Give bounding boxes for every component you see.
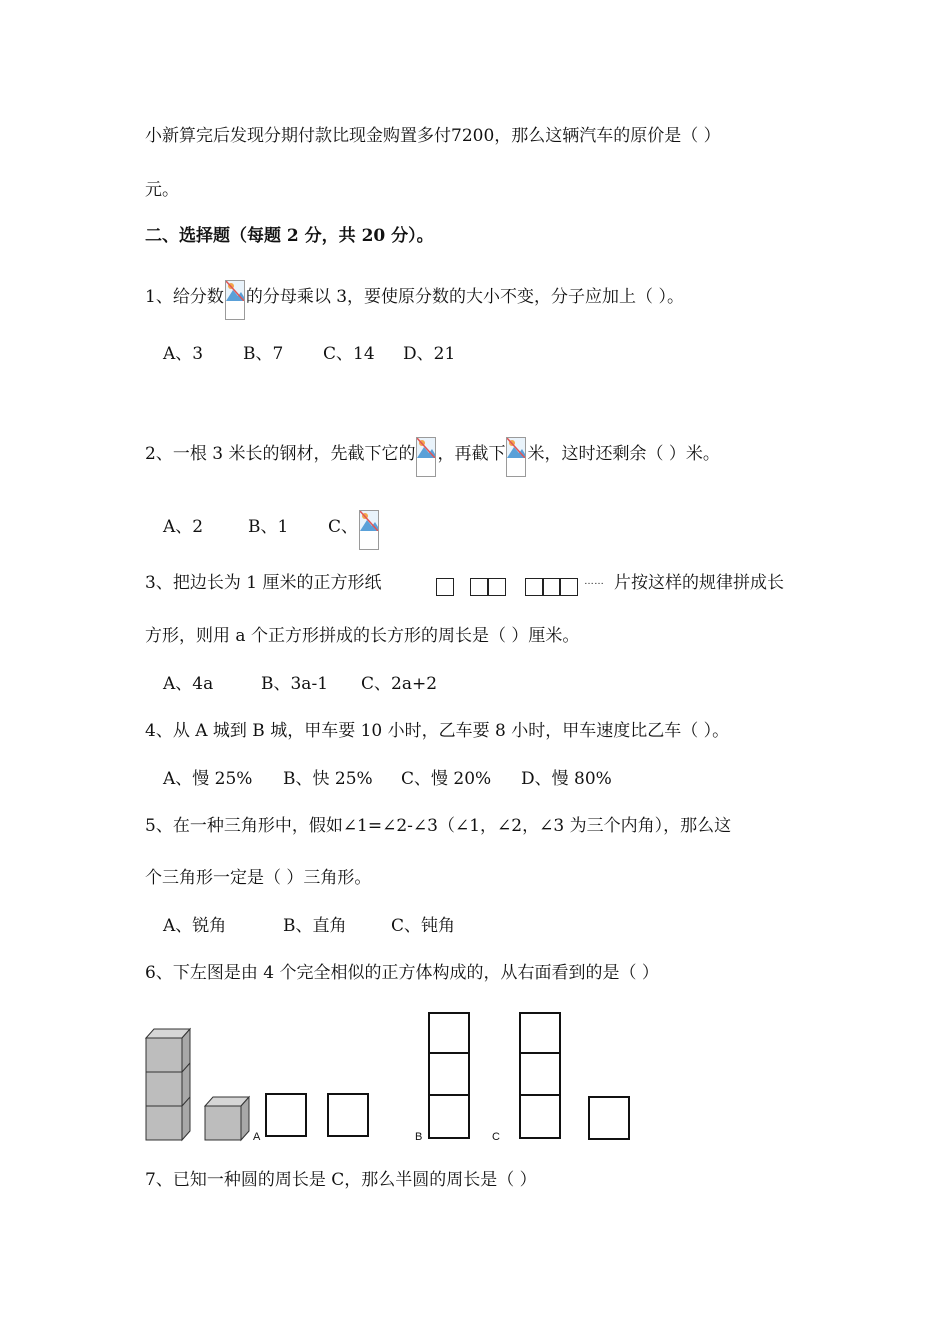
question-3-line-2: 方形，则用 a 个正方形拼成的长方形的周长是（ ）厘米。 [145, 626, 580, 646]
fraction-image-placeholder-icon [416, 437, 436, 477]
q4-option-b: B、快 25% [283, 769, 373, 789]
q4-option-d: D、慢 80% [521, 769, 612, 789]
q2-option-b: B、1 [248, 517, 289, 537]
question-2-post: 米，这时还剩余（ ）米。 [527, 444, 720, 464]
question-2-options [163, 510, 380, 550]
square-2-figure [470, 578, 506, 596]
q5-option-a: A、锐角 [163, 916, 227, 936]
cube-stack-figure [144, 1026, 254, 1144]
q2-option-a: A、2 [163, 517, 204, 537]
q1-option-c: C、14 [323, 344, 375, 364]
q6-option-c-square-bottom [519, 1094, 561, 1139]
q6-option-a-square-left [265, 1093, 307, 1137]
section-title: 二、选择题（每题 2 分，共 20 分）。 [145, 226, 434, 246]
question-7: 7、已知一种圆的周长是 C，那么半圆的周长是（ ） [145, 1170, 537, 1190]
q6-label-c: C [492, 1131, 500, 1143]
question-6: 6、下左图是由 4 个完全相似的正方体构成的，从右面看到的是（ ） [145, 963, 659, 983]
q3-option-c: C、2a+2 [361, 674, 438, 694]
q6-label-b: B [415, 1131, 423, 1143]
q6-label-a: A [253, 1131, 261, 1143]
q4-option-a: A、慢 25% [163, 769, 253, 789]
square-3-figure [525, 578, 578, 596]
question-4: 4、从 A 城到 B 城，甲车要 10 小时，乙车要 8 小时，甲车速度比乙车（ ）。 [145, 721, 730, 741]
question-1-options [163, 342, 455, 366]
q5-option-c: C、钝角 [391, 916, 456, 936]
q1-option-d: D、21 [403, 344, 456, 364]
intro-line-2: 元。 [145, 180, 179, 200]
q1-option-a: A、3 [163, 344, 204, 364]
q6-option-b-square-top [428, 1012, 470, 1054]
question-2-mid: ，再截下 [437, 444, 506, 464]
q4-option-c: C、慢 20% [401, 769, 492, 789]
square-1-figure [436, 578, 454, 596]
question-3-pre: 3、把边长为 1 厘米的正方形纸 [145, 573, 382, 593]
q3-option-a: A、4a [163, 674, 214, 694]
question-3-post: 片按这样的规律拼成长 [614, 573, 784, 593]
fraction-image-placeholder-icon [506, 437, 526, 477]
q3-option-b: B、3a-1 [261, 674, 329, 694]
question-5-options [163, 914, 455, 938]
question-1 [145, 280, 684, 320]
question-3-options [163, 672, 437, 696]
q6-option-c-square-single [588, 1096, 630, 1140]
q6-option-a-square-right [327, 1093, 369, 1137]
question-1-pre: 1、给分数 [145, 287, 224, 307]
question-2 [145, 437, 720, 477]
q2-option-c: C、 [328, 517, 359, 537]
intro-line-1: 小新算完后发现分期付款比现金购置多付7200，那么这辆汽车的原价是（ ） [145, 126, 721, 146]
q5-option-b: B、直角 [283, 916, 347, 936]
question-5-line-2: 个三角形一定是（ ）三角形。 [145, 868, 372, 888]
q6-option-c-square-mid [519, 1052, 561, 1096]
fraction-image-placeholder-icon [359, 510, 379, 550]
q6-option-c-square-top [519, 1012, 561, 1054]
question-4-options [163, 767, 612, 791]
square-pattern-dots: …… [584, 576, 604, 587]
q1-option-b: B、7 [243, 344, 284, 364]
question-1-post: 的分母乘以 3，要使原分数的大小不变，分子应加上（ ）。 [245, 287, 684, 307]
q6-option-b-square-mid [428, 1052, 470, 1096]
q6-option-b-square-bottom [428, 1094, 470, 1139]
question-5-line-1: 5、在一种三角形中，假如∠1=∠2-∠3（∠1，∠2，∠3 为三个内角），那么这 [145, 816, 732, 836]
fraction-image-placeholder-icon [225, 280, 245, 320]
question-2-pre: 2、一根 3 米长的钢材，先截下它的 [145, 444, 416, 464]
